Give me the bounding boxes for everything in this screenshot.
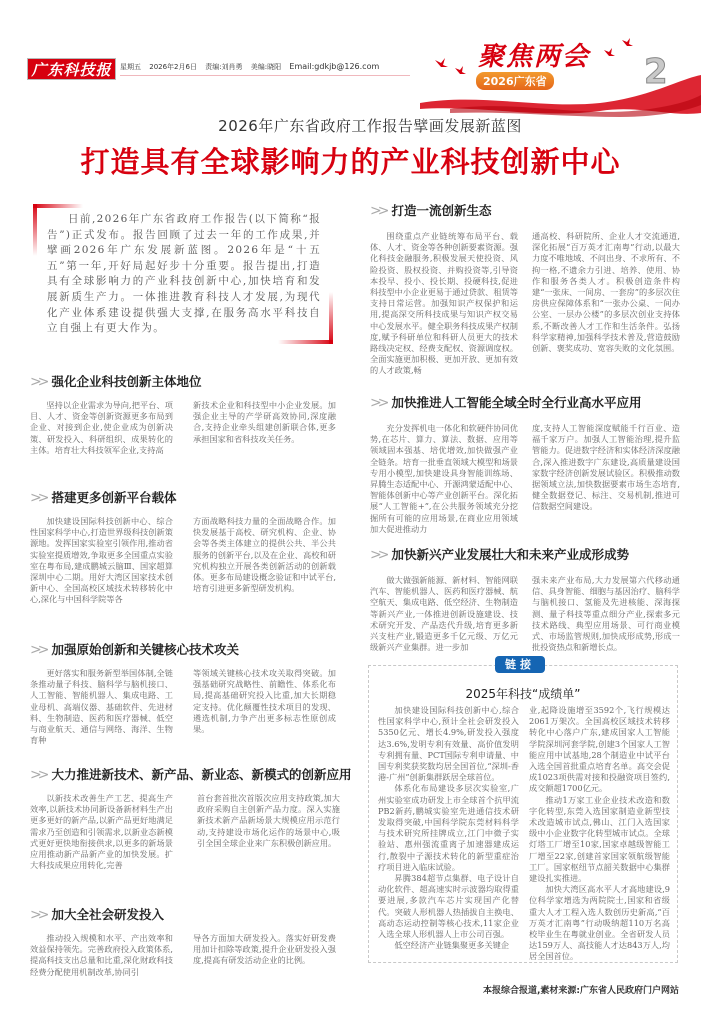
section-col-2: 度,支持人工智能深度赋能千行百业、造福千家万户。加强人工智能治理,提升监管能力。促进数字经济和实体经济深度融合,深入推进数字广东建设,高质量建设国家数字经济创新发展试验区。积极推动数据领域立法,加快数据要素市场生态培育,健全数据登记、标注、交易机制,推进可信数据空间建设。: [532, 423, 680, 512]
section-col-1: 更好落实和服务新型举国体制,全链条推动量子科技、脑科学与脑机接口、人工智能、智能机器人、集成电路、工业母机、高端仪器、基础软件、先进材料、生物制造、医药和医疗器械、低空与商业航天、通信与网络、海洋、生物育种: [30, 668, 173, 746]
section-col-1: 充分发挥机电一体化和软硬件协同优势,在芯片、算力、算法、数据、应用等领域固本强基、培优增效,加快做强产业全链条。培育一批垂直领域大模型和场景专用小模型,加快建设具身智能训练场、昇腾生态适配中心、开源鸿蒙适配中心、智能体创新中心等产业创新平台。深化拓展“人工智能+”,在公共服务领域充分挖掘所有可能的应用场景,在商业应用领域加大促进推动力: [370, 423, 518, 534]
banner-year-badge: 2026广东省: [476, 72, 554, 90]
newspaper-logo: 广东科技报: [27, 58, 116, 80]
headline: 打造具有全球影响力的产业科技创新中心: [80, 145, 621, 179]
email-link[interactable]: Email:gdkjb@126.com: [289, 62, 380, 71]
link-body: [378, 705, 670, 963]
chevron-right-icon: >>: [370, 203, 386, 219]
chevron-right-icon: >>: [30, 642, 46, 658]
section-col-2: 强未来产业布局,大力发展第六代移动通信、具身智能、细胞与基因治疗、脑科学与脑机接口、氢能及先进核能、深海探测、量子科技等重点细分产业,探索多元技术路线、典型应用场景、可行商业模式、市场监管规则,加快成形成势,形成一批投资热点和新增长点。: [532, 575, 680, 653]
section-original-innovation: [30, 640, 336, 746]
weekday: 星期五: [120, 63, 141, 71]
source-credit: 本报综合报道,素材来源:广东省人民政府门户网站: [482, 986, 679, 996]
section-heading: >> 加快新兴产业发展壮大和未来产业成形成势: [370, 547, 629, 563]
section-col-2: 新技术企业和科技型中小企业发展。加强企业主导的产学研高效协同,深度融合,支持企业牵头组建创新联合体,更多承担国家和省科技攻关任务。: [193, 400, 336, 444]
designer: 美编:晓阳: [250, 63, 282, 71]
masthead-rule: [120, 75, 410, 76]
section-rd-investment: [30, 905, 336, 978]
corner-accent: [33, 204, 83, 208]
link-col-1: 加快建设国际科技创新中心,综合性国家科学中心,预计全社会研发投入5350亿元、增长4.9%,研发投入强度达3.6%,发明专利有效量、高价值发明专利拥有量、PCT国际专利申请量、中国专利奖获奖数均居全国首位,“深圳-香港-广州”创新集群跃居全球首位。 体系化布局建设多层次实验室,广州实验室成功研发上市全球首个抗甲流PB2新药,鹏城实验室先进通信技术研发取得突破,中国科学院东莞材料科学与技术研究所挂牌成立,江门中微子实验站、惠州强流重离子加速器建成运行,散裂中子源技术转化的新型重症治疗项目进入临床试验。 昇腾384超节点集群、电子设计自动化软件、超高速实时示波器均取得重要进展,多款汽车芯片实现国产化替代。突破人形机器人热插拔自主换电、高动态运动控制等核心技术,11家企业入选全球人形机器人上市公司百强。 低空经济产业链集聚更多关键企: [378, 705, 519, 951]
page-number: 2: [644, 52, 668, 92]
section-col-2: 通高校、科研院所、企业人才交流通道,深化拓展“百万英才汇南粤”行动,以最大力度不唯地域、不问出身、不求所有、不拘一格,不遗余力引进、培养、使用、协作和服务各类人才。积极创造条件构建“一张床、一间房、一套房”的多层次住房供应保障体系和“一张办公桌、一间办公室、一层办公楼”的多层次创业支持体系,不断改善人才工作和生活条件。弘扬科学家精神,加强科学技术普及,营造鼓励创新、褒奖成功、宽容失败的文化氛围。: [532, 231, 680, 354]
corner-accent: [33, 204, 37, 256]
section-new-applications: [30, 765, 352, 871]
section-heading: >> 搭建更多创新平台载体: [30, 490, 177, 506]
corner-accent: [278, 340, 333, 344]
section-heading: >> 加大全社会研发投入: [30, 907, 164, 923]
section-col-1: 做大做强新能源、新材料、智能网联汽车、智能机器人、医药和医疗器械、航空航天、集成电路、低空经济、生物制造等新兴产业,一体推进创新设施建设、技术研究开发、产品迭代升级,培育更多新兴支柱产业,锻造更多千亿元级、万亿元级新兴产业集群。进一步加: [370, 575, 518, 653]
intro-box: [33, 204, 333, 344]
issue-info: [120, 62, 385, 72]
editor: 责编:刘肖勇: [205, 63, 243, 71]
corner-accent: [329, 292, 333, 344]
section-col-2: 导各方面加大研发投入。落实好研发费用加计扣除等政策,提升企业研发投入强度,提高有研发活动企业的比例。: [193, 933, 336, 966]
subheadline: 2026年广东省政府工作报告擘画发展新蓝图: [218, 117, 522, 135]
section-col-1: 以新技术改善生产工艺、提高生产效率,以新技术协同新设备新材料生产出更多更好的新产品,以新产品更好地满足需求乃至创造和引领需求,以新业态新模式更好更快地衔接供求,以更多的新场景应用推动新产品新产业的加快发展。扩大科技成果应用转化,完善: [30, 793, 173, 871]
section-col-2: 方面战略科技力量的全面战略合作。加快发展基于高校、研究机构、企业、协会等各类主体建立的提供公共、半公共服务的创新平台,以及在企业、高校和研究机构独立开展各类创新活动的创新载体。更多布局建设概念验证和中试平台,培育引进更多新型研发机构。: [193, 516, 336, 594]
chevron-right-icon: >>: [370, 547, 386, 563]
section-ai: [370, 393, 680, 535]
chevron-right-icon: >>: [30, 767, 46, 783]
chevron-right-icon: >>: [30, 907, 46, 923]
chevron-right-icon: >>: [370, 395, 386, 411]
link-tag: 链接: [495, 656, 545, 673]
section-heading: >> 强化企业科技创新主体地位: [30, 374, 202, 390]
section-heading: >> 大力推进新技术、新产品、新业态、新模式的创新应用: [30, 767, 352, 783]
issue-date: 2026年2月6日: [149, 63, 197, 71]
section-col-2: 首台套首批次首版次应用支持政策,加大政府采购自主创新产品力度。深入实施新技术新产品新场景大规模应用示范行动,支持建设市场化运作的场景中心,吸引全国全球企业来广东积极创新应用。: [197, 793, 340, 848]
section-platforms: [30, 488, 336, 606]
section-col-1: 推动投入规模和水平、产出效率和效益保持领先。完善政府投入政策体系,提高科技支出总量和比重,深化财政科技经费分配使用机制改革,协同引: [30, 933, 173, 977]
intro-text: 日前,2026年广东省政府工作报告(以下简称“报告”)正式发布。报告回顾了过去一年的工作成果,并擘画2026年广东发展新蓝图。2026年是“十五五”第一年,开好局起好步十分重要。报告提出,打造具有全球影响力的产业科技创新中心,加快培育和发展新质生产力。一体推进教育科技人才发展,为现代化产业体系建设提供强大支撑,在服务高水平科技自立自强上有更大作为。: [47, 213, 321, 335]
section-emerging-industries: [370, 545, 680, 653]
link-col-2: 业,起降设施增至3592个,飞行规模达2061万架次。全国高校区域技术转移转化中心落户广东,建成国家人工智能学院深圳河套学院,创建3个国家人工智能应用中试基地,28个制造业中试平台入选全国首批重点培育名单。高交会促成1023项供需对接和投融资项目签约,成交额超1700亿元。 推动1万家工业企业技术改造和数字化转型,东莞入选国家制造业新型技术改造城市试点,佛山、江门入选国家级中小企业数字化转型城市试点。全球灯塔工厂增至10家,国家卓越级智能工厂增至22家,创建首家国家领航级智能工厂。国家枢纽节点韶关数据中心集群建设扎实推进。 加快大湾区高水平人才高地建设,9位科学家增选为两院院士,国家和省级重大人才工程入选人数创历史新高,“百万英才汇南粤”行动吸纳超110万名高校毕业生在粤就业创业。全省研发人员达159万人、高技能人才达843万人,均居全国首位。: [529, 705, 670, 962]
chevron-right-icon: >>: [30, 490, 46, 506]
section-col-1: 坚持以企业需求为导向,把平台、项目、人才、资金等创新资源更多布局到企业、对接到企业,使企业成为创新决策、研发投入、科研组织、成果转化的主体。培育壮大科技领军企业,支持高: [30, 400, 173, 455]
section-heading: >> 加快推进人工智能全域全时全行业高水平应用: [370, 395, 642, 411]
section-heading: >> 加强原始创新和关键核心技术攻关: [30, 642, 239, 658]
section-col-1: 围绕重点产业链统筹布局平台、载体、人才、资金等各种创新要素资源。强化科技金融服务,积极发展天使投资、风险投资、股权投资、并购投资等,引导资本投早、投小、投长期、投硬科技,促进科技型中小企业更易于通过贷款、租赁等支持日常运营。加强知识产权保护和运用,提高深交所科技成果与知识产权交易中心发展水平。健全职务科技成果产权制度,赋予科研单位和科研人员更大的技术路线决定权、经费支配权、资源调度权。全面实施更加积极、更加开放、更加有效的人才政策,畅: [370, 231, 518, 376]
link-title: 2025年科技“成绩单”: [465, 687, 581, 701]
section-col-2: 等领域关键核心技术攻关取得突破。加强基础研究战略性、前瞻性、体系化布局,提高基础研究投入比重,加大长期稳定支持。优化颠覆性技术项目的发现、遴选机制,力争产出更多标志性原创成果。: [193, 668, 336, 735]
banner-title: 聚焦两会: [478, 42, 591, 72]
chevron-right-icon: >>: [30, 374, 46, 390]
section-ecosystem: [370, 201, 680, 377]
bird-icons-right: [600, 36, 636, 66]
section-col-1: 加快建设国际科技创新中心、综合性国家科学中心,打造世界级科技创新策源地。发挥国家实验室引领作用,推动省实验室提质增效,争取更多全国重点实验室在粤布局,建成鹏城云脑Ⅲ、国家超算深圳中心二期。用好大湾区国家技术创新中心、全国高校区域技术转移转化中心,深化与中国科学院等各: [30, 516, 173, 605]
section-enterprise: [30, 372, 336, 456]
section-heading: >> 打造一流创新生态: [370, 203, 492, 219]
